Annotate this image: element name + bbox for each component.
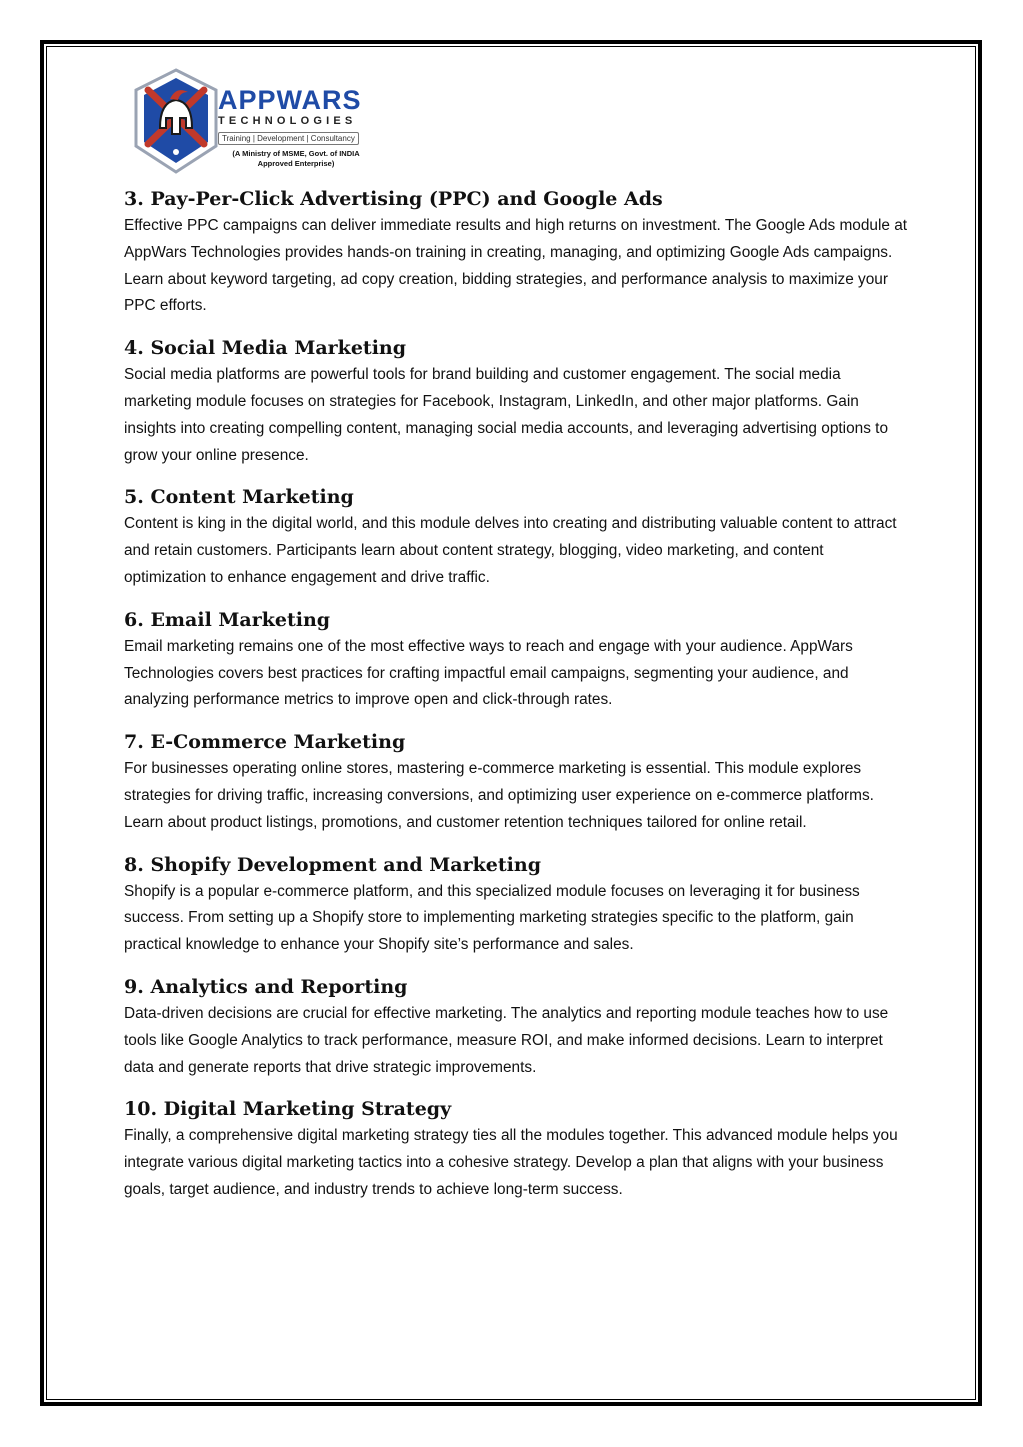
section-heading: 8. Shopify Development and Marketing xyxy=(124,853,541,876)
section-body: Content is king in the digital world, and this module delves into creating and distributing valuable content to attract and retain customers. Participants learn about content strategy, blogging, video marketing, and content optimization to enhance engagement and drive traffic. xyxy=(124,515,897,586)
section-shopify xyxy=(124,851,909,959)
brand-tagline: Training | Development | Consultancy xyxy=(218,132,359,145)
section-body: Data-driven decisions are crucial for effective marketing. The analytics and reporting module teaches how to use tools like Google Analytics to track performance, measure ROI, and make informed decisions. Learn to interpret data and generate reports that drive strategic improvements. xyxy=(124,1004,889,1076)
section-heading: 10. Digital Marketing Strategy xyxy=(124,1098,452,1121)
section-social-media xyxy=(124,334,909,469)
section-email-marketing xyxy=(124,606,909,714)
section-body: For businesses operating online stores, mastering e-commerce marketing is essential. This module explores strategies for driving traffic, increasing conversions, and optimizing user experience on e-commerce platforms. Learn about product listings, promotions, and customer retention techniques tailored for online retail. xyxy=(124,760,874,831)
section-strategy xyxy=(124,1095,909,1203)
section-body: Effective PPC campaigns can deliver immediate results and high returns on investment. The Google Ads module at AppWars Technologies provides hands-on training in creating, managing, and optimizing Google Ads campaigns. Learn about keyword targeting, ad copy creation, bidding strategies, and performance analysis to maximize your PPC efforts. xyxy=(124,217,908,315)
section-ecommerce-marketing xyxy=(124,728,909,836)
brand-note-line1: (A Ministry of MSME, Govt. of INDIA xyxy=(232,149,360,158)
spartan-helmet-shield-icon xyxy=(130,66,222,178)
brand-note xyxy=(218,149,374,169)
section-heading: 7. E-Commerce Marketing xyxy=(124,731,406,754)
section-body: Shopify is a popular e-commerce platform, and this specialized module focuses on leveraging it for business success. From setting up a Shopify store to implementing marketing strategies specific to the platform, gain practical knowledge to enhance your Shopify site’s performance and sales. xyxy=(124,882,860,954)
section-heading: 9. Analytics and Reporting xyxy=(124,975,408,998)
section-heading: 5. Content Marketing xyxy=(124,486,354,509)
section-heading: 6. Email Marketing xyxy=(124,608,331,631)
section-heading: 3. Pay-Per-Click Advertising (PPC) and Google Ads xyxy=(124,188,663,210)
section-analytics xyxy=(124,973,909,1081)
brand-note-line2: Approved Enterprise) xyxy=(257,159,335,168)
section-body: Finally, a comprehensive digital marketing strategy ties all the modules together. This advanced module helps you integrate various digital marketing tactics into a cohesive strategy. Develop a plan that aligns with your business goals, target audience, and industry trends to achieve long-term success. xyxy=(124,1127,898,1198)
document-content xyxy=(124,185,909,1218)
brand-subtitle: TECHNOLOGIES xyxy=(218,115,357,127)
section-ppc xyxy=(124,185,909,320)
company-logo xyxy=(130,66,392,178)
section-body: Email marketing remains one of the most effective ways to reach and engage with your audience. AppWars Technologies covers best practices for crafting impactful email campaigns, segmenting your audience, and analyzing performance metrics to improve open and click-through rates. xyxy=(124,637,853,709)
section-content-marketing xyxy=(124,483,909,591)
section-body: Social media platforms are powerful tools for brand building and customer engagement. The social media marketing module focuses on strategies for Facebook, Instagram, LinkedIn, and other major platforms. Gain insights into creating compelling content, managing social media accounts, and leveraging advertising options to grow your online presence. xyxy=(124,366,889,464)
brand-name: APPWARS xyxy=(218,85,362,115)
section-heading: 4. Social Media Marketing xyxy=(124,337,407,360)
